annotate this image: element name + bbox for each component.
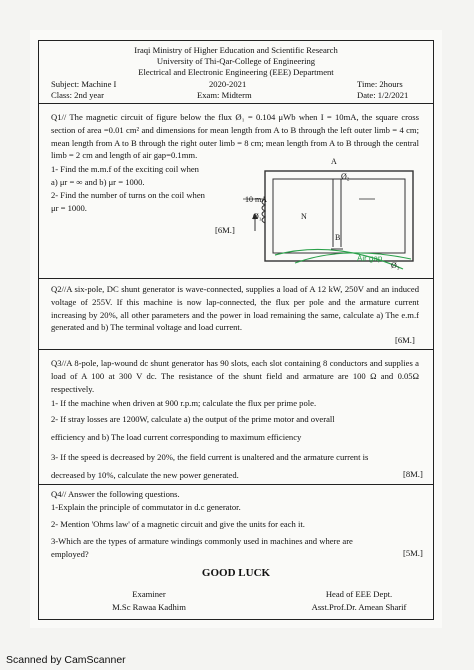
divider-q2 xyxy=(39,349,433,350)
q3-item3: 3- If the speed is decreased by 20%, the field current is unaltered and the armature current is xyxy=(51,452,369,462)
meta-class: Class: 2nd year xyxy=(51,90,104,100)
meta-date: Date: 1/2/2021 xyxy=(357,90,409,100)
q1-item1: 1- Find the m.m.f of the exciting coil when xyxy=(51,164,199,174)
q3-item2b: efficiency and b) The load current corresponding to maximum efficiency xyxy=(51,432,302,442)
head-title: Head of EEE Dept. xyxy=(325,589,393,599)
meta-exam: Exam: Midterm xyxy=(197,90,252,100)
label-a: A xyxy=(331,157,337,166)
exam-page xyxy=(30,30,442,628)
examiner-name: M.Sc Rawaa Kadhim xyxy=(112,602,186,612)
phi2-label: Ø₂ xyxy=(341,172,350,181)
current-label: 10 mA xyxy=(245,195,267,204)
q4-item2: 2- Mention 'Ohms law' of a magnetic circuit and give the units for each it. xyxy=(51,519,305,529)
scanner-watermark: Scanned by CamScanner xyxy=(6,654,126,666)
header-ministry: Iraqi Ministry of Higher Education and Scientific Research xyxy=(134,45,338,55)
exam-frame xyxy=(38,40,434,620)
q1-item2: 2- Find the number of turns on the coil when xyxy=(51,190,205,200)
q3-item1: 1- If the machine when driven at 900 r.p.m; calculate the flux per prime pole. xyxy=(51,398,317,408)
q1-marks: [6M.] xyxy=(215,225,235,235)
turns-label: N xyxy=(301,212,307,221)
meta-year: 2020-2021 xyxy=(209,79,247,89)
meta-subject: Subject: Machine I xyxy=(51,79,117,89)
divider-q3 xyxy=(39,484,433,485)
meta-time: Time: 2hours xyxy=(357,79,403,89)
phi1-label: Ø₁ xyxy=(253,212,262,221)
q3-marks: [8M.] xyxy=(403,469,423,479)
air-gap-label: Air gap xyxy=(357,254,383,263)
divider-header xyxy=(39,103,433,104)
q1-item1b: a) μr = ∞ and b) μr = 1000. xyxy=(51,177,145,187)
examiner-title: Examiner xyxy=(132,589,166,599)
q2-marks: [6M.] xyxy=(395,335,415,345)
q4-item3: 3-Which are the types of armature windings commonly used in machines and where are employed? xyxy=(51,536,353,559)
q4-item1: 1-Explain the principle of commutator in d.c generator. xyxy=(51,502,241,512)
q3-text: Q3//A 8-pole, lap-wound dc shunt generator has 90 slots, each slot containing 8 conductors and supplies a load of A 100 at 300 V dc. The resistance of the shunt field and armature are 100 Ω and 0.05Ω respectively. xyxy=(51,358,419,394)
label-b: B xyxy=(335,233,341,242)
q3-item2: 2- If stray losses are 1200W, calculate a) the output of the prime motor and overall xyxy=(51,414,335,424)
header-department: Electrical and Electronic Engineering (EEE) Department xyxy=(138,67,334,77)
head-name: Asst.Prof.Dr. Amean Sharif xyxy=(311,602,407,612)
divider-q1 xyxy=(39,278,433,279)
q4-marks: [5M.] xyxy=(403,548,423,558)
good-luck: GOOD LUCK xyxy=(201,567,271,579)
q1-text: Q1// The magnetic circuit of figure below the flux Ø₁ = 0.104 μWb when I = 10mA, the square cross section of area =0.01 cm² and dimensions for mean length from A to B through the left outer limb = 4 cm; mean length from A to B through the right outer limb = 8 cm; mean length from A to B through the central limb = 2 cm and length of air gap=0.1mm. xyxy=(51,112,419,161)
q1-item2b: μr = 1000. xyxy=(51,203,87,213)
phi3-label: Ø₃ xyxy=(391,261,400,270)
q2-text: Q2//A six-pole, DC shunt generator is wave-connected, supplies a load of A 12 kW, 250V and an induced voltage of 255V. If this machine is now lap-connected, the flux per pole and the armature current increasing by 20%, all other parameters and the power in load remaining the same, calculate a) The e.m.f generated and b) The terminal voltage and load current. xyxy=(51,284,419,333)
q4-intro: Q4// Answer the following questions. xyxy=(51,489,180,499)
q3-item3b: decreased by 10%, calculate the new power generated. xyxy=(51,470,239,480)
header-university: University of Thi-Qar-College of Engineering xyxy=(156,56,316,66)
